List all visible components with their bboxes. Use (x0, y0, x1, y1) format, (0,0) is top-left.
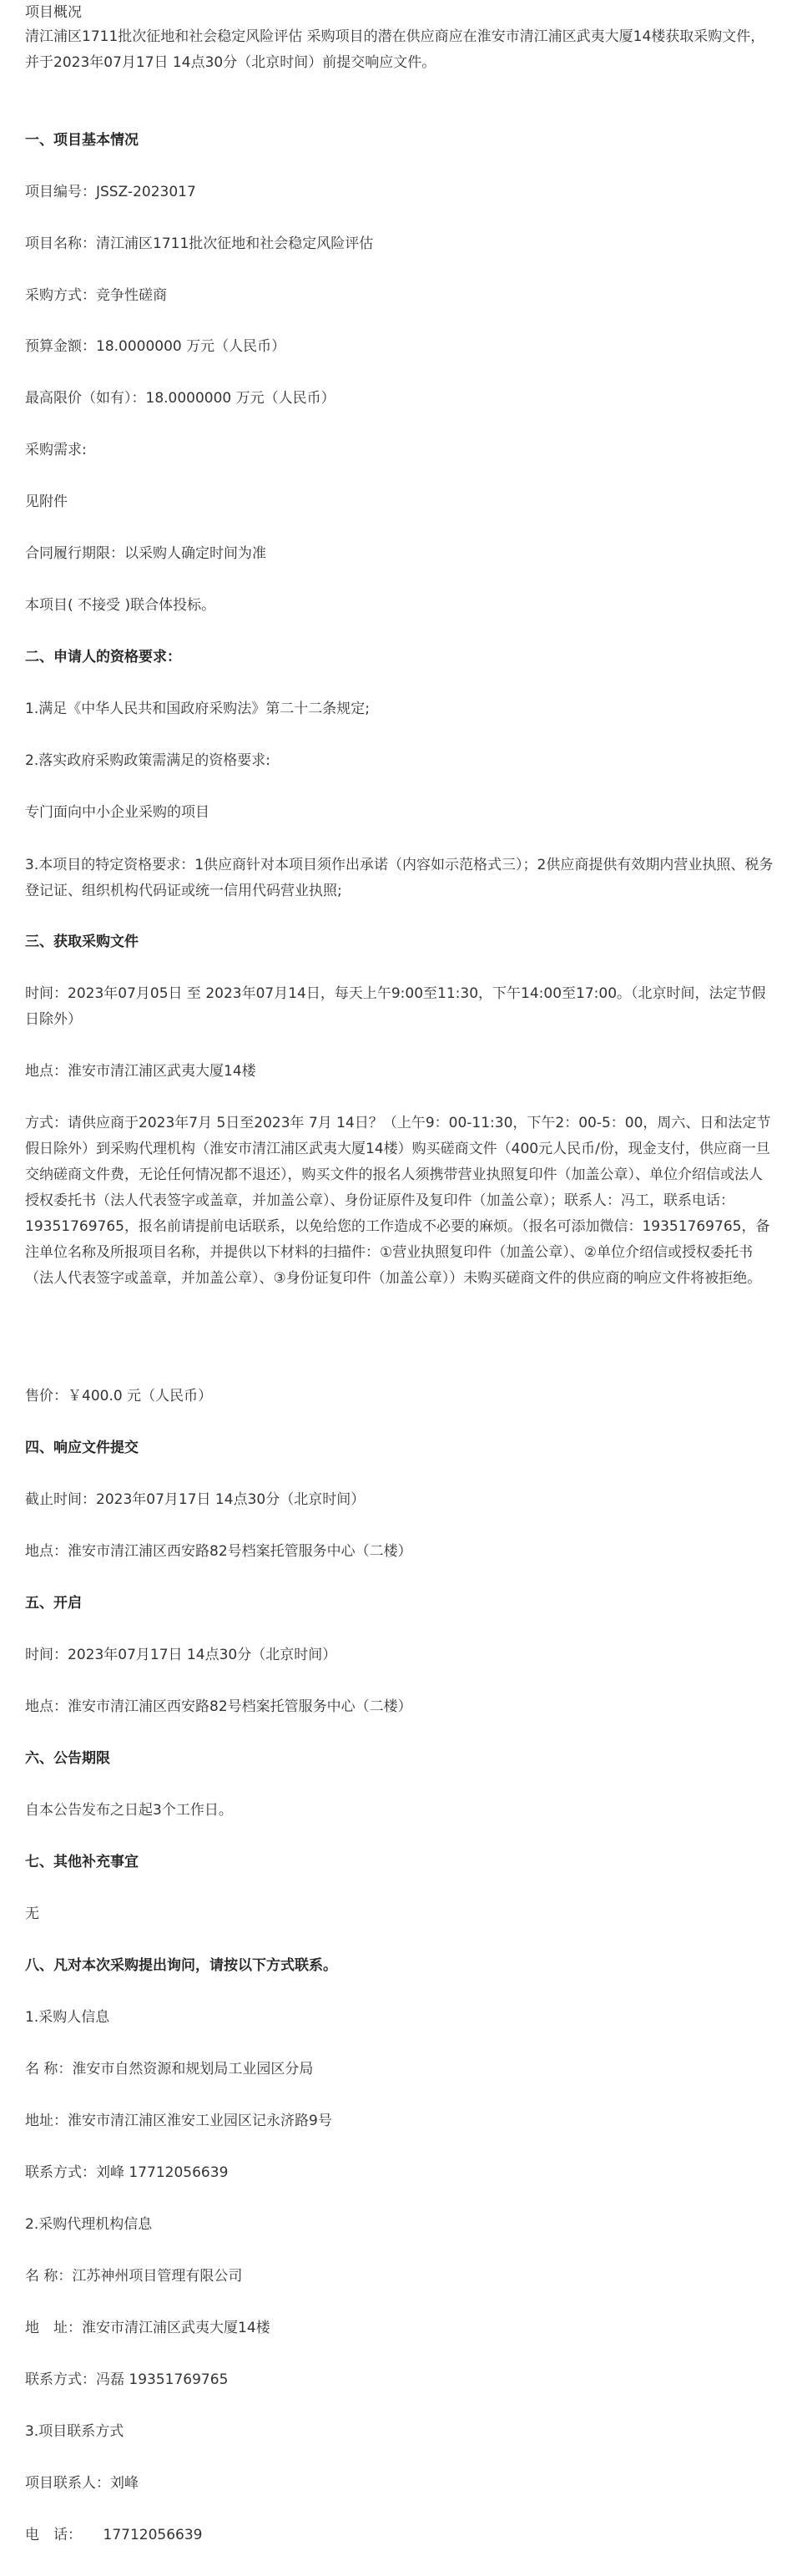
announcement-period: 自本公告发布之日起3个工作日。 (25, 1802, 233, 1819)
project-contact-person: 项目联系人：刘峰 (25, 2475, 139, 2492)
obtain-place: 地点：淮安市清江浦区武夷大厦14楼 (25, 1063, 256, 1080)
submission-deadline: 截止时间：2023年07月17日 14点30分（北京时间） (25, 1491, 366, 1508)
section-period-heading: 六、公告期限 (25, 1750, 110, 1767)
opening-place: 地点：淮安市清江浦区西安路82号档案托管服务中心（二楼） (25, 1698, 412, 1715)
agency-contact: 联系方式：冯磊 19351769765 (25, 2371, 229, 2388)
max-price: 最高限价（如有）：18.0000000 万元（人民币） (25, 390, 335, 407)
other-matters: 无 (25, 1905, 39, 1922)
requirement-value: 见附件 (25, 493, 68, 510)
contract-period: 合同履行期限：以采购人确定时间为准 (25, 545, 266, 562)
buyer-name: 名 称：淮安市自然资源和规划局工业园区分局 (25, 2061, 314, 2078)
buyer-address: 地址：淮安市清江浦区淮安工业园区记永济路9号 (25, 2113, 332, 2129)
section-contact-heading: 八、凡对本次采购提出询问，请按以下方式联系。 (25, 1957, 337, 1974)
qualification-2: 2.落实政府采购政策需满足的资格要求: (25, 752, 270, 769)
qualification-3: 3.本项目的特定资格要求：1供应商针对本项目须作出承诺（内容如示范格式三）；2供应商提供有效期内营业执照、税务登记证、组织机构代码证或统一信用代码营业执照; (25, 857, 774, 899)
obtain-time: 时间：2023年07月05日 至 2023年07月14日，每天上午9:00至11:30，下午14:00至17:00。（北京时间，法定节假日除外） (25, 985, 766, 1028)
project-name: 项目名称：清江浦区1711批次征地和社会稳定风险评估 (25, 235, 374, 252)
overview-heading: 项目概况 (25, 4, 82, 21)
project-number: 项目编号：JSSZ-2023017 (25, 184, 196, 200)
project-contact-heading: 3.项目联系方式 (25, 2423, 124, 2440)
overview-text: 清江浦区1711批次征地和社会稳定风险评估 采购项目的潜在供应商应在淮安市清江浦区武夷大厦14楼获取采购文件，并于2023年07月17日 14点30分（北京时间）前提交响应文件。 (25, 28, 765, 71)
agency-address: 地 址：淮安市清江浦区武夷大厦14楼 (25, 2320, 270, 2336)
section-qualification-heading: 二、申请人的资格要求： (25, 649, 181, 666)
agency-info-heading: 2.采购代理机构信息 (25, 2216, 153, 2233)
agency-name: 名 称：江苏神州项目管理有限公司 (25, 2268, 243, 2285)
buyer-info-heading: 1.采购人信息 (25, 2009, 110, 2026)
consortium-note: 本项目( 不接受 )联合体投标。 (25, 597, 216, 614)
document-price: 售价：￥400.0 元（人民币） (25, 1388, 213, 1404)
qualification-1: 1.满足《中华人民共和国政府采购法》第二十二条规定; (25, 701, 370, 717)
section-opening-heading: 五、开启 (25, 1595, 82, 1612)
procurement-method: 采购方式：竞争性磋商 (25, 287, 167, 304)
section-submission-heading: 四、响应文件提交 (25, 1440, 139, 1456)
buyer-contact: 联系方式：刘峰 17712056639 (25, 2164, 229, 2181)
opening-time: 时间：2023年07月17日 14点30分（北京时间） (25, 1647, 337, 1663)
project-contact-phone: 电 话： 17712056639 (25, 2527, 203, 2543)
section-basic-heading: 一、项目基本情况 (25, 132, 139, 149)
section-obtain-heading: 三、获取采购文件 (25, 934, 139, 950)
obtain-method: 方式：请供应商于2023年7月 5日至2023年 7月 14日？（上午9：00-11:30，下午2：00-5：00，周六、日和法定节假日除外）到采购代理机构（淮安市清江浦区武夷大厦14楼）购买磋商文件（400元人民币/份，现金支付，供应商一旦交纳磋商文件费，无论任何情况都不退还），购买文件的报名人须携带营业执照复印件（加盖公章）、单位介绍信或法人授权委托书（法人代表签字或盖章，并加盖公章）、身份证原件及复印件（加盖公章）；联系人：冯工，联系电话：19351769765，报名前请提前电话联系，以免给您的工作造成不必要的麻烦。（报名可添加微信：19351769765，备注单位名称及所报项目名称，并提供以下材料的扫描件：①营业执照复印件（加盖公章）、②单位介绍信或授权委托书（法人代表签字或盖章，并加盖公章）、③身份证复印件（加盖公章））未购买磋商文件的供应商的响应文件将被拒绝。 (25, 1115, 771, 1287)
requirement-label: 采购需求: (25, 442, 87, 458)
section-other-heading: 七、其他补充事宜 (25, 1854, 139, 1870)
submission-place: 地点：淮安市清江浦区西安路82号档案托管服务中心（二楼） (25, 1543, 412, 1560)
budget-amount: 预算金额：18.0000000 万元（人民币） (25, 338, 286, 355)
qualification-2-value: 专门面向中小企业采购的项目 (25, 804, 209, 821)
